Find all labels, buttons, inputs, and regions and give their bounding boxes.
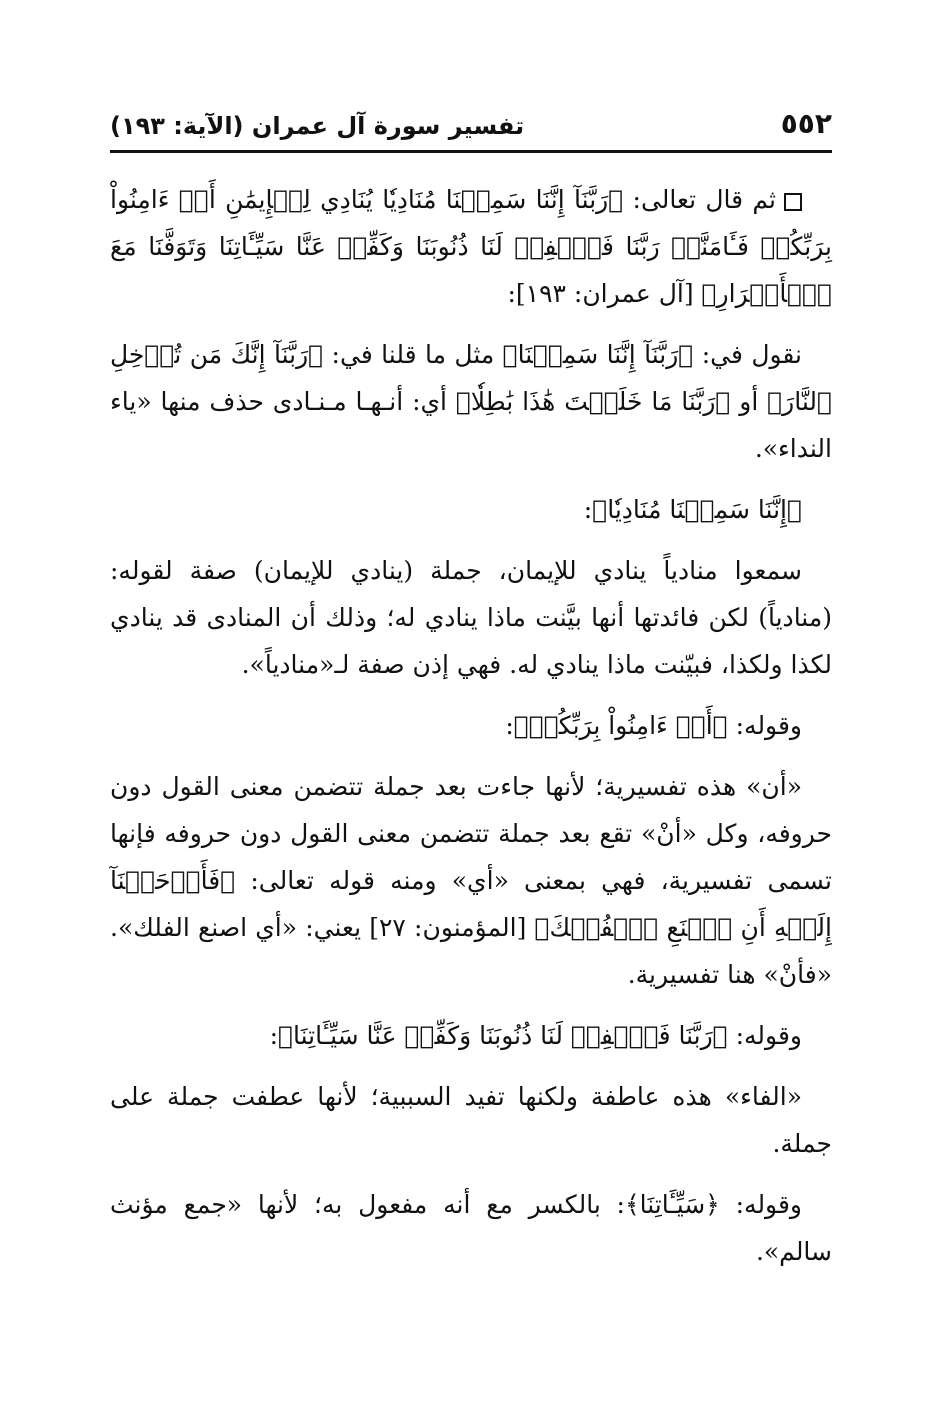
verse-heading: وقوله: ﴿أَنۡ ءَامِنُواْ بِرَبِّكُمۡ﴾: (505, 711, 802, 740)
paragraph: سمعوا منادياً ينادي للإيمان، جملة (ينادي للإيمان) صفة لقوله: (منادياً) لكن فائدتها أنها بيَّنت ماذا ينادي له؛ وذلك أن المنادى قد ينادي لكذا ولكذا، فبيّنت ماذا ينادي له. فهي إذن صفة لـ«منادياً». (110, 556, 832, 679)
verse-heading: ﴿إِنَّنَا سَمِعۡنَا مُنَادِيٗا﴾: (583, 495, 802, 524)
paragraph: «الفاء» هذه عاطفة ولكنها تفيد السببية؛ لأنها عطفت جملة على جملة. (110, 1082, 832, 1158)
paragraph: «أن» هذه تفسيرية؛ لأنها جاءت بعد جملة تتضمن معنى القول دون حروفه، وكل «أنْ» تقع بعد جملة تتضمن معنى القول دون حروفه فإنها تسمى تفسيرية، فهي بمعنى «أي» ومنه قوله تعالى: ﴿فَأَوۡحَيۡنَآ إِلَيۡهِ أَنِ ٱصۡنَعِ ٱلۡفُلۡكَ﴾ [المؤمنون: ٢٧] يعني: «أي اصنع الفلك». «فأنْ» هنا تفسيرية. (110, 772, 832, 989)
page-header (110, 102, 832, 153)
square-bullet-icon (784, 193, 802, 211)
paragraph: وقوله: ﴿سَيِّـَٔاتِنَا﴾: بالكسر مع أنه مفعول به؛ لأنها «جمع مؤنث سالم». (110, 1190, 832, 1266)
verse-heading: وقوله: ﴿رَبَّنَا فَٱغۡفِرۡ لَنَا ذُنُوبَنَا وَكَفِّرۡ عَنَّا سَيِّـَٔاتِنَا﴾: (269, 1021, 802, 1050)
paragraph-text: ثم قال تعالى: ﴿رَبَّنَآ إِنَّنَا سَمِعۡنَا مُنَادِيٗا يُنَادِي لِلۡإِيمَٰنِ أَنۡ ءَامِنُواْ بِرَبِّكُمۡ فَـَٔامَنَّاۚ رَبَّنَا فَٱغۡفِرۡ لَنَا ذُنُوبَنَا وَكَفِّرۡ عَنَّا سَيِّـَٔاتِنَا وَتَوَفَّنَا مَعَ ٱلۡأَبۡرَارِ﴾ [آل عمران: ١٩٣]: (110, 185, 832, 308)
page-body (110, 176, 832, 1289)
paragraph: نقول في: ﴿رَبَّنَآ إِنَّنَا سَمِعۡنَا﴾ مثل ما قلنا في: ﴿رَبَّنَآ إِنَّكَ مَن تُدۡخِلِ ٱلنَّارَ﴾ أو ﴿رَبَّنَا مَا خَلَقۡتَ هَٰذَا بَٰطِلٗا﴾ أي: أنـهـا مـنـادى حذف منها «ياء النداء». (110, 340, 832, 463)
paragraph (110, 176, 832, 317)
running-title: تفسير سورة آل عمران (الآية: ١٩٣) (110, 112, 525, 140)
page-number: ٥٥٢ (780, 107, 832, 140)
